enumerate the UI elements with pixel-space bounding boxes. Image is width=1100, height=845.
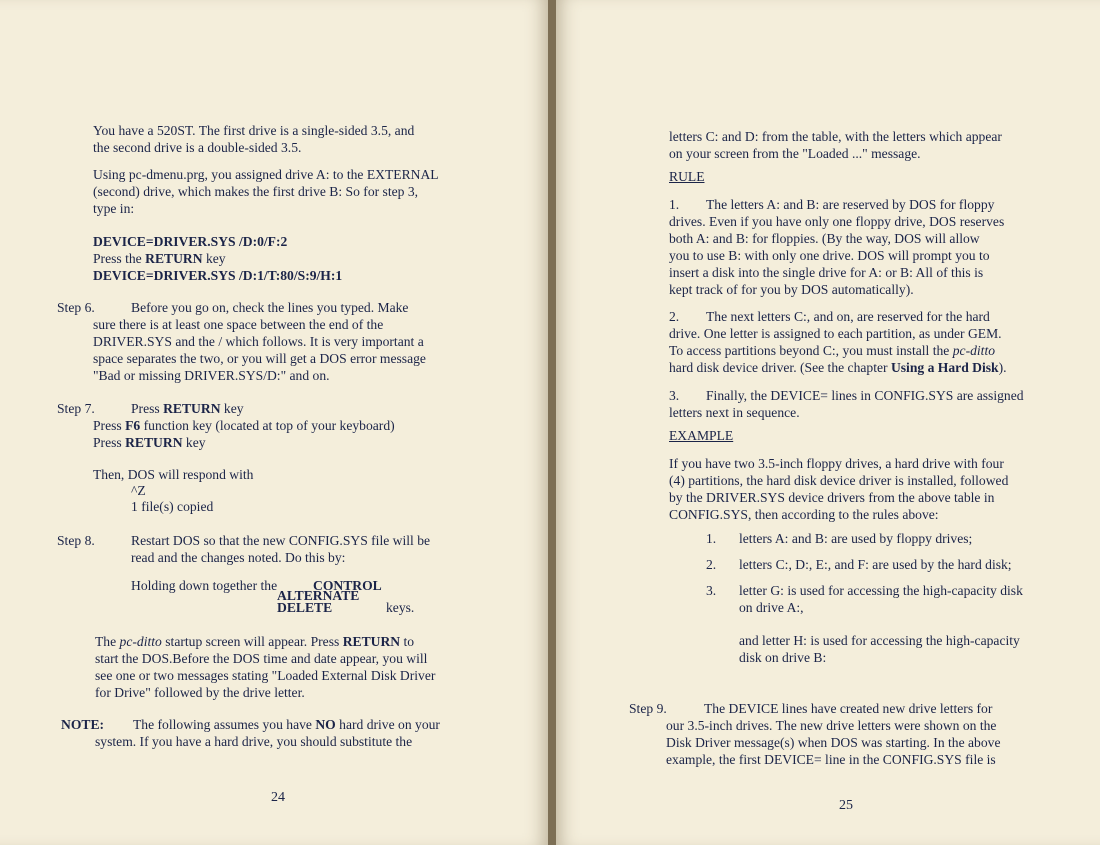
intro-line-1: You have a 520ST. The first drive is a single-sided 3.5, and xyxy=(93,123,415,138)
rule-3-line-2: letters next in sequence. xyxy=(669,405,800,420)
rule-1-number: 1. xyxy=(669,197,680,212)
step-7-line-2: Press F6 function key (located at top of your keyboard) xyxy=(93,418,395,433)
rule-2-line-2: drive. One letter is assigned to each partition, as under GEM. xyxy=(669,326,1002,341)
keys-word: keys. xyxy=(386,600,415,615)
rule-1-line-3: both A: and B: for floppies. (By the way, DOS will allow xyxy=(669,231,980,246)
step-9-line-1: The DEVICE lines have created new drive letters for xyxy=(704,701,993,716)
note-label: NOTE: xyxy=(61,717,105,732)
rule-1-line-5: insert a disk into the single drive for A: or B: All of this is xyxy=(669,265,984,280)
step-6-line-2: sure there is at least one space between the end of the xyxy=(93,317,384,332)
step-6-line-4: space separates the two, or you will get a DOS error message xyxy=(93,351,426,366)
delete-key-label: DELETE xyxy=(277,600,333,615)
example-heading: EXAMPLE xyxy=(669,428,734,443)
rule-1-line-6: kept track of for you by DOS automatically). xyxy=(669,282,914,297)
list-item-3-text: letter G: is used for accessing the high-capacity disk xyxy=(739,583,1023,598)
rule-heading: RULE xyxy=(669,169,705,184)
example-line-4: CONFIG.SYS, then according to the rules above: xyxy=(669,507,939,522)
continued-line-2: on your screen from the "Loaded ..." message. xyxy=(669,146,921,161)
step-6-label: Step 6. xyxy=(57,300,95,315)
left-page xyxy=(0,0,548,845)
step-6-line-1: Before you go on, check the lines you typed. Make xyxy=(131,300,409,315)
list-item-3-number: 3. xyxy=(706,583,717,598)
startup-line-3: see one or two messages stating "Loaded External Disk Driver xyxy=(95,668,436,683)
rule-2-number: 2. xyxy=(669,309,680,324)
step-7-label: Step 7. xyxy=(57,401,95,416)
intro-line-2: the second drive is a double-sided 3.5. xyxy=(93,140,302,155)
step-9-line-3: Disk Driver message(s) when DOS was starting. In the above xyxy=(666,735,1001,750)
right-page xyxy=(556,0,1100,845)
alternate-key-label: ALTERNATE xyxy=(277,588,360,603)
step-7-line-1: Press RETURN key xyxy=(131,401,244,416)
using-line-2: (second) drive, which makes the first drive B: So for step 3, xyxy=(93,184,419,199)
rule-3-line-1: Finally, the DEVICE= lines in CONFIG.SYS are assigned xyxy=(706,388,1024,403)
rule-3-number: 3. xyxy=(669,388,680,403)
note-line-2: system. If you have a hard drive, you should substitute the xyxy=(95,734,413,749)
command-line-2: DEVICE=DRIVER.SYS /D:1/T:80/S:9/H:1 xyxy=(93,268,343,283)
using-line-3: type in: xyxy=(93,201,135,216)
step-9-line-2: our 3.5-inch drives. The new drive letters were shown on the xyxy=(666,718,997,733)
step-9-label: Step 9. xyxy=(629,701,667,716)
holding-line: Holding down together the xyxy=(131,578,278,593)
step-7-line-3: Press RETURN key xyxy=(93,435,206,450)
step-8-line-2: read and the changes noted. Do this by: xyxy=(131,550,346,565)
press-return-line: Press the RETURN key xyxy=(93,251,226,266)
then-line-2: ^Z xyxy=(131,483,146,498)
page-number-right: 25 xyxy=(839,798,853,813)
and-letter-line-2: disk on drive B: xyxy=(739,650,827,665)
example-line-1: If you have two 3.5-inch floppy drives, a hard drive with four xyxy=(669,456,1004,471)
control-key-label: CONTROL xyxy=(313,578,382,593)
book-gutter xyxy=(548,0,556,845)
rule-1-line-1: The letters A: and B: are reserved by DOS for floppy xyxy=(706,197,995,212)
startup-line-1: The pc-ditto startup screen will appear. Press RETURN to xyxy=(95,634,415,649)
rule-1-line-2: drives. Even if you have only one floppy drive, DOS reserves xyxy=(669,214,1005,229)
startup-line-2: start the DOS.Before the DOS time and date appear, you will xyxy=(95,651,428,666)
example-line-2: (4) partitions, the hard disk device driver is installed, followed xyxy=(669,473,1009,488)
list-item-3-text-2: on drive A:, xyxy=(739,600,804,615)
rule-2-line-4: hard disk device driver. (See the chapter Using a Hard Disk). xyxy=(669,360,1007,375)
using-line-1: Using pc-dmenu.prg, you assigned drive A: to the EXTERNAL xyxy=(93,167,439,182)
step-8-label: Step 8. xyxy=(57,533,95,548)
continued-line-1: letters C: and D: from the table, with the letters which appear xyxy=(669,129,1002,144)
list-item-1-number: 1. xyxy=(706,531,717,546)
step-6-line-3: DRIVER.SYS and the / which follows. It is very important a xyxy=(93,334,424,349)
step-6-line-5: "Bad or missing DRIVER.SYS/D:" and on. xyxy=(93,368,330,383)
list-item-1-text: letters A: and B: are used by floppy drives; xyxy=(739,531,973,546)
and-letter-line-1: and letter H: is used for accessing the high-capacity xyxy=(739,633,1020,648)
page-number-left: 24 xyxy=(271,790,285,805)
startup-line-4: for Drive" followed by the drive letter. xyxy=(95,685,305,700)
example-line-3: by the DRIVER.SYS device drivers from the above table in xyxy=(669,490,995,505)
rule-2-line-3: To access partitions beyond C:, you must install the pc-ditto xyxy=(669,343,996,358)
step-9-line-4: example, the first DEVICE= line in the CONFIG.SYS file is xyxy=(666,752,996,767)
rule-2-line-1: The next letters C:, and on, are reserved for the hard xyxy=(706,309,990,324)
list-item-2-text: letters C:, D:, E:, and F: are used by the hard disk; xyxy=(739,557,1012,572)
then-line-1: Then, DOS will respond with xyxy=(93,467,254,482)
rule-1-line-4: you to use B: with only one drive. DOS will prompt you to xyxy=(669,248,990,263)
note-line-1: The following assumes you have NO hard drive on your xyxy=(133,717,440,732)
list-item-2-number: 2. xyxy=(706,557,717,572)
then-line-3: 1 file(s) copied xyxy=(131,499,214,514)
command-line-1: DEVICE=DRIVER.SYS /D:0/F:2 xyxy=(93,234,288,249)
step-8-line-1: Restart DOS so that the new CONFIG.SYS file will be xyxy=(131,533,431,548)
